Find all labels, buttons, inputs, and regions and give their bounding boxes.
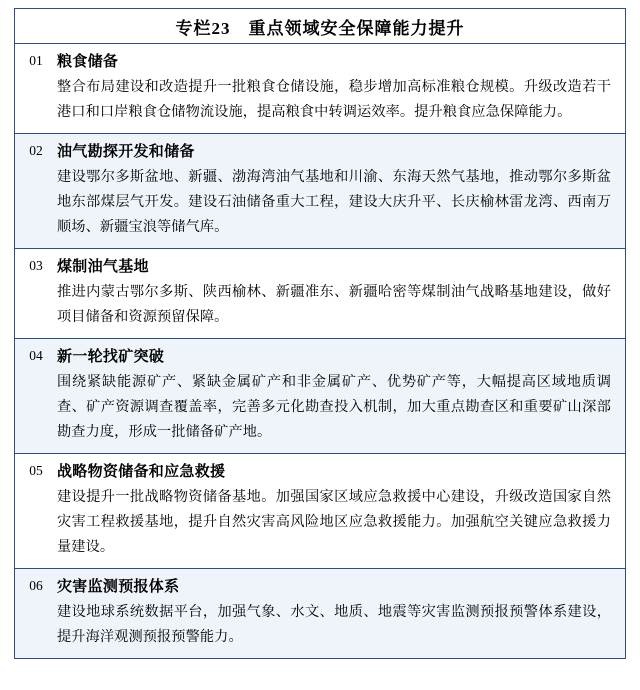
- item-number: 04: [29, 348, 43, 363]
- item-number: 01: [29, 53, 43, 68]
- item-heading: 灾害监测预报体系: [57, 579, 180, 595]
- table-row: [15, 339, 625, 454]
- item-heading: 油气勘探开发和储备: [57, 144, 195, 160]
- item-body: [57, 454, 625, 568]
- item-number: 03: [29, 258, 43, 273]
- table-row: [15, 249, 625, 339]
- item-heading: 粮食储备: [57, 54, 119, 70]
- item-text: 建设鄂尔多斯盆地、新疆、渤海湾油气基地和川渝、东海天然气基地，推动鄂尔多斯盆地东部煤层气开发。建设石油储备重大工程，建设大庆升平、长庆榆林雷龙湾、西南万顺场、新疆宝浪等储气库。: [57, 169, 611, 235]
- item-number: 06: [29, 578, 43, 593]
- table-row: [15, 454, 625, 569]
- item-body: [57, 44, 625, 133]
- item-body: [57, 569, 625, 658]
- feature-box: [14, 8, 626, 659]
- item-number: 05: [29, 463, 43, 478]
- item-text: 建设提升一批战略物资储备基地。加强国家区域应急救援中心建设，升级改造国家自然灾害工程救援基地，提升自然灾害高风险地区应急救援能力。加强航空关键应急救援力量建设。: [57, 489, 611, 555]
- item-heading: 新一轮找矿突破: [57, 349, 165, 365]
- item-text: 围绕紧缺能源矿产、紧缺金属矿产和非金属矿产、优势矿产等，大幅提高区域地质调查、矿产资源调查覆盖率，完善多元化勘查投入机制，加大重点勘查区和重要矿山深部勘查力度，形成一批储备矿产地。: [57, 374, 611, 440]
- item-text: 建设地球系统数据平台，加强气象、水文、地质、地震等灾害监测预报预警体系建设，提升海洋观测预报预警能力。: [57, 604, 611, 645]
- item-body: [57, 134, 625, 248]
- item-text: 推进内蒙古鄂尔多斯、陕西榆林、新疆准东、新疆哈密等煤制油气战略基地建设，做好项目储备和资源预留保障。: [57, 284, 611, 325]
- table-row: [15, 569, 625, 658]
- page-title: 专栏23 重点领域安全保障能力提升: [175, 18, 465, 38]
- item-body: [57, 339, 625, 453]
- item-heading: 战略物资储备和应急救援: [57, 464, 226, 480]
- item-body: [57, 249, 625, 338]
- table-row: [15, 44, 625, 134]
- table-row: [15, 134, 625, 249]
- box-title-bar: [15, 9, 625, 44]
- item-text: 整合布局建设和改造提升一批粮食仓储设施，稳步增加高标准粮仓规模。升级改造若干港口和口岸粮食仓储物流设施，提高粮食中转调运效率。提升粮食应急保障能力。: [57, 79, 611, 120]
- item-heading: 煤制油气基地: [57, 259, 149, 275]
- item-number: 02: [29, 143, 43, 158]
